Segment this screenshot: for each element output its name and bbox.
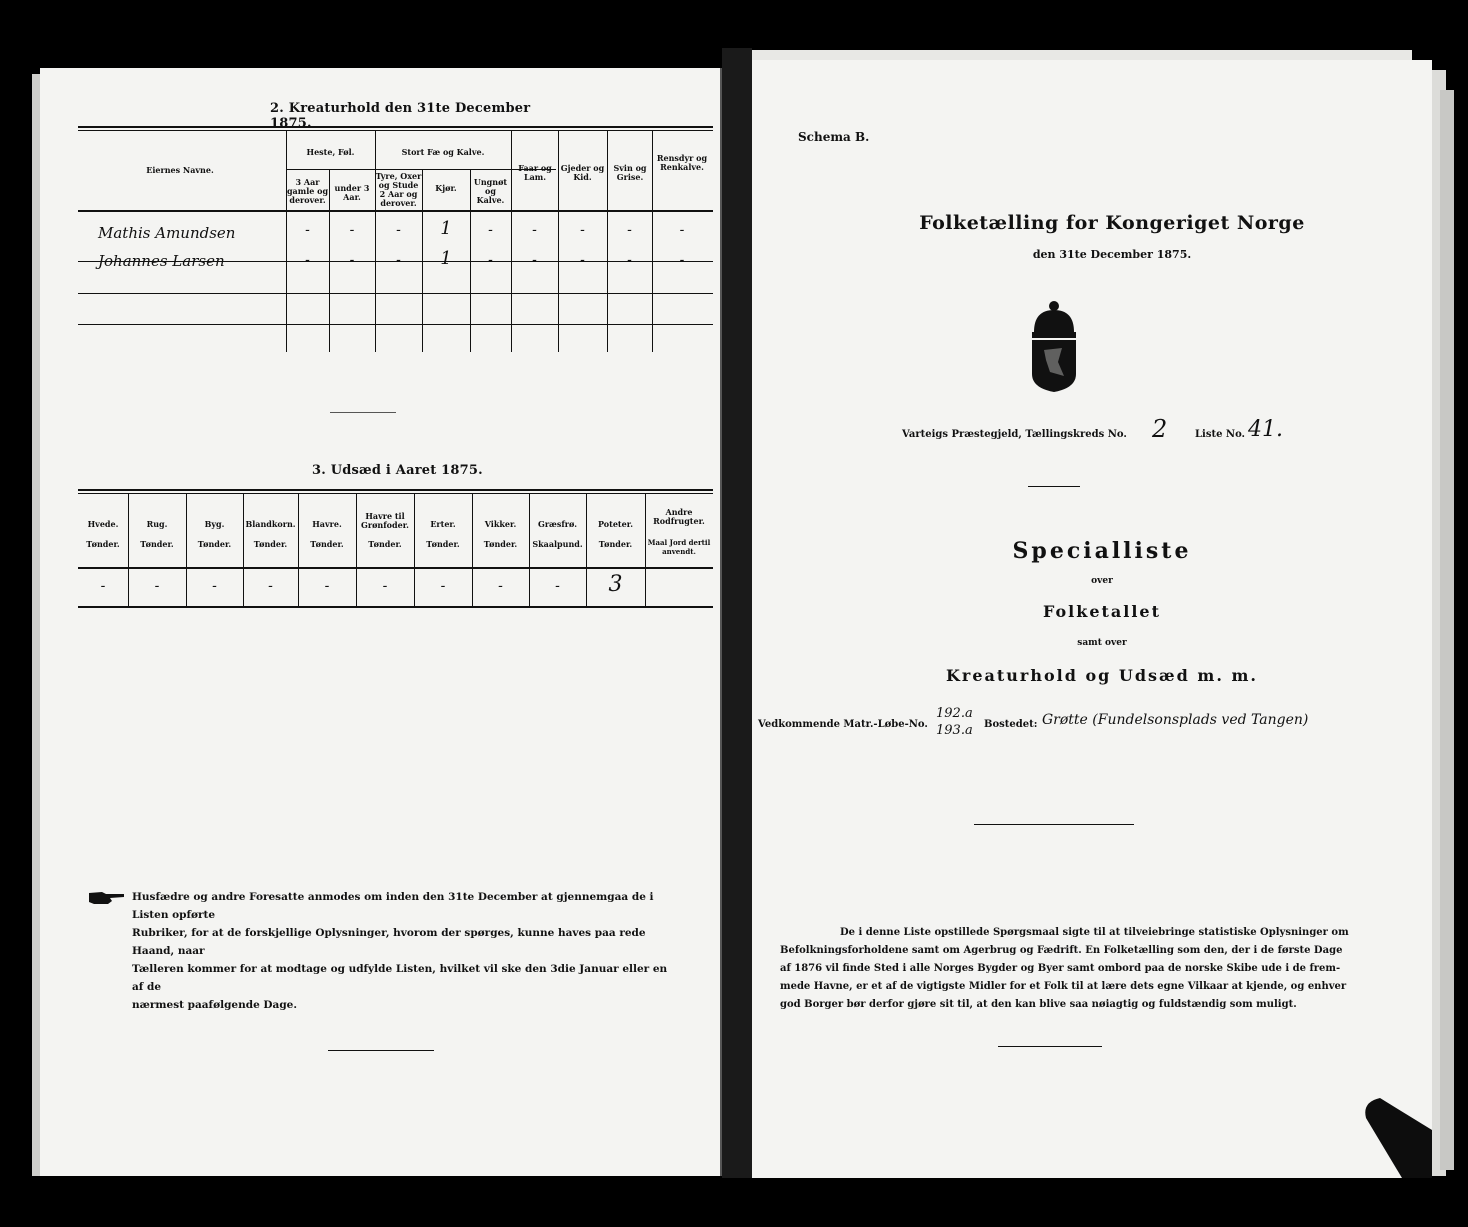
table-cell: - — [679, 222, 685, 238]
seed-col-header: Hvede. — [87, 519, 119, 529]
divider — [1028, 486, 1080, 487]
seed-col-unit: Tønder. — [86, 539, 120, 549]
cattle-sub-header: Ungnøt og Kalve. — [473, 177, 508, 205]
table-cell: 1 — [440, 248, 452, 269]
reindeer-header: Rensdyr og Renkalve. — [656, 153, 708, 172]
seed-col-unit: Tønder. — [598, 539, 633, 549]
census-date: den 31te December 1875. — [1032, 248, 1192, 261]
coat-of-arms-icon — [1028, 296, 1080, 394]
bostedet-label: Bostedet: — [984, 719, 1038, 730]
horses-header: Heste, Føl. — [306, 147, 355, 157]
matr-number-1: 192.a — [936, 706, 973, 721]
seed-col-header: Blandkorn. — [245, 519, 296, 529]
owner-column-header: Eiernes Navne. — [146, 165, 214, 175]
table-cell: - — [679, 252, 685, 268]
notice-line: Tælleren kommer for at modtage og udfylde Listen, hvilket vil ske den 3die Januar eller en af de — [132, 963, 668, 993]
seed-value: 3 — [608, 572, 623, 597]
table-cell: - — [349, 252, 355, 268]
left-page — [40, 68, 722, 1176]
horses-sub-header: 3 Aar gamle og derover. — [286, 177, 329, 205]
table-cell: - — [580, 222, 585, 238]
district-label: Varteigs Præstegjeld, Tællingskreds No. — [902, 429, 1127, 440]
table-cell: - — [627, 252, 632, 268]
owner-name: Mathis Amundsen — [98, 224, 236, 242]
seed-value: - — [498, 578, 503, 594]
pigs-header: Svin og Grise. — [613, 163, 647, 182]
seed-col-header: Erter. — [430, 519, 456, 529]
page-edge — [1440, 90, 1454, 1170]
seed-col-unit: Maal Jord dertil anvendt. — [647, 538, 711, 556]
section2-title: 2. Kreaturhold den 31te December 1875. — [270, 101, 531, 131]
divider — [974, 824, 1134, 825]
seed-col-header: Havre til Grønfoder. — [361, 511, 409, 530]
book-spine — [722, 48, 752, 1178]
page-title: Folketælling for Kongeriget Norge — [919, 212, 1305, 234]
owner-name: Johannes Larsen — [98, 252, 225, 270]
pointing-hand-icon — [88, 890, 126, 906]
seed-col-unit: Tønder. — [426, 539, 460, 549]
seed-col-header: Vikker. — [484, 519, 517, 529]
divider — [998, 1046, 1102, 1047]
table-cell: - — [305, 252, 310, 268]
cattle-sub-header: Tyre, Oxer og Stude 2 Aar og derover. — [375, 171, 422, 208]
table-cell: - — [488, 252, 493, 268]
table-cell: - — [627, 222, 632, 238]
seed-value: - — [324, 578, 330, 594]
specialliste-heading: Specialliste — [1012, 538, 1192, 564]
paragraph-line: mede Havne, er et af de vigtigste Midler for et Folk til at lære dets egne Vilkaar at kjende, og enhver — [780, 981, 1347, 992]
seed-col-unit: Tønder. — [140, 539, 174, 549]
cattle-header: Stort Fæ og Kalve. — [401, 147, 485, 157]
table-cell: - — [396, 252, 401, 268]
paragraph-line: Befolkningsforholdene samt om Agerbrug og Fædrift. En Folketælling som den, der i de første Dage — [780, 945, 1343, 956]
table-cell: - — [349, 222, 355, 238]
schema-label: Schema B. — [798, 130, 870, 144]
district-number: 2 — [1152, 415, 1168, 443]
folketallet-heading: Folketallet — [1043, 602, 1161, 621]
bostedet-value: Grøtte (Fundelsonsplads ved Tangen) — [1042, 712, 1309, 728]
samt-over-text: samt over — [1077, 638, 1127, 648]
table-cell: - — [532, 252, 537, 268]
over-text: over — [1091, 576, 1113, 586]
seed-col-header: Rug. — [146, 519, 168, 529]
seed-value: - — [100, 578, 106, 594]
seed-col-unit: Tønder. — [253, 539, 288, 549]
right-page — [752, 60, 1432, 1178]
table-cell: - — [305, 222, 310, 238]
seed-value: - — [212, 578, 217, 594]
seed-col-header: Andre Rodfrugter. — [653, 507, 705, 526]
notice-line: Husfædre og andre Foresatte anmodes om inden den 31te December at gjennemgaa de i Listen opførte — [132, 891, 654, 921]
seed-col-header: Havre. — [312, 519, 342, 529]
seed-col-header: Græsfrø. — [538, 519, 577, 529]
seed-col-header: Byg. — [204, 519, 225, 529]
seed-col-unit: Tønder. — [368, 539, 402, 549]
horses-sub-header: under 3 Aar. — [334, 183, 370, 202]
table-cell: - — [488, 222, 493, 238]
seed-value: - — [382, 578, 388, 594]
seed-value: - — [440, 578, 446, 594]
seed-col-header: Poteter. — [598, 519, 633, 529]
divider — [328, 1050, 434, 1051]
notice-text — [132, 888, 672, 1014]
matr-number-2: 193.a — [936, 723, 973, 738]
binder-clip — [1362, 1090, 1432, 1178]
table-cell: - — [580, 252, 585, 268]
matr-label: Vedkommende Matr.-Løbe-No. — [758, 719, 928, 730]
notice-line: nærmest paafølgende Dage. — [132, 999, 297, 1011]
cattle-sub-header: Kjør. — [435, 183, 457, 193]
sheep-header: Faar og Lam. — [518, 163, 552, 182]
seed-value: - — [268, 578, 273, 594]
seed-col-unit: Tønder. — [310, 539, 344, 549]
kreaturhold-heading: Kreaturhold og Udsæd m. m. — [946, 666, 1258, 685]
goats-header: Gjeder og Kid. — [560, 163, 605, 182]
seed-col-unit: Tønder. — [197, 539, 232, 549]
paragraph-line: god Borger bør derfor gjøre sit til, at den kan blive saa nøiagtig og fuldstændig som muligt. — [780, 999, 1297, 1010]
list-label: Liste No. — [1195, 429, 1246, 440]
seed-col-unit: Tønder. — [483, 539, 518, 549]
seed-value: - — [555, 578, 560, 594]
seed-value: - — [154, 578, 160, 594]
explanatory-paragraph — [780, 924, 1370, 1014]
table-cell: - — [532, 222, 537, 238]
paragraph-line: De i denne Liste opstillede Spørgsmaal sigte til at tilveiebringe statistiske Oplysninger om — [840, 927, 1349, 938]
paragraph-line: af 1876 vil finde Sted i alle Norges Bygder og Byer samt ombord paa de norske Skibe ude i de frem- — [780, 963, 1341, 974]
section3-title: 3. Udsæd i Aaret 1875. — [312, 463, 483, 478]
list-number: 41. — [1248, 417, 1283, 442]
table-cell: - — [396, 222, 401, 238]
seed-col-unit: Skaalpund. — [532, 539, 583, 549]
table-cell: 1 — [440, 218, 452, 239]
notice-line: Rubriker, for at de forskjellige Oplysninger, hvorom der spørges, kunne haves paa rede Haand, naar — [132, 927, 646, 957]
divider — [330, 412, 396, 413]
